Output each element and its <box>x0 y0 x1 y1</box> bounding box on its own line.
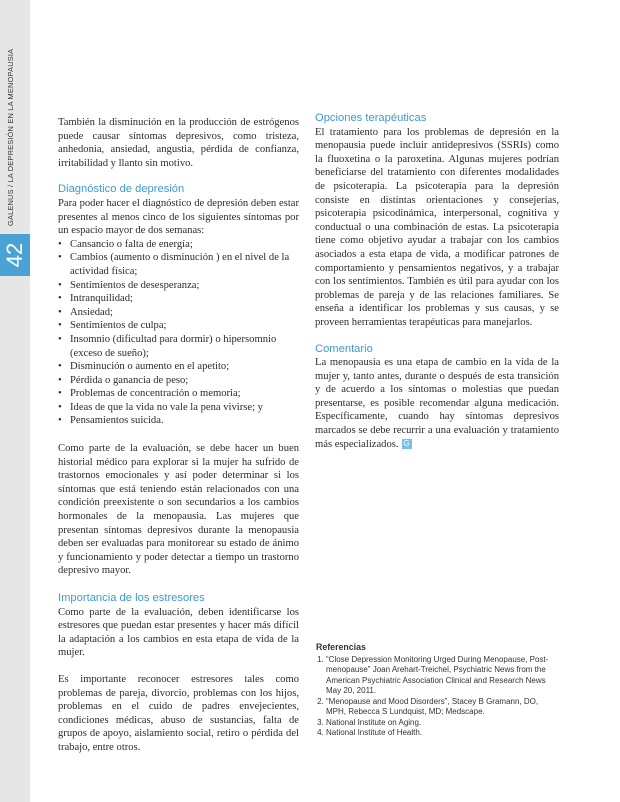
page-number: 42 <box>2 242 27 268</box>
sidebar-strip <box>0 0 30 802</box>
list-item: • Insomnio (dificultad para dormir) o hipersomnio (exceso de sueño); <box>58 333 299 360</box>
estresores-paragraph-2: Es importante reconocer estresores tales como problemas de pareja, divorcio, problemas con los hijos, problemas en el cuido de padres envejecientes, condiciones médicas, abuso de sustancias, falta de grupos de apoyo, aislamiento social, retiro o pérdida del trabajo, entre otros. <box>58 673 299 753</box>
running-head: GALENUS / LA DEPRESIÓN EN LA MENOPAUSIA <box>6 48 15 226</box>
estresores-heading: Importancia de los estresores <box>58 592 205 604</box>
comentario-heading: Comentario <box>315 342 373 355</box>
symptom-list <box>58 238 299 428</box>
list-item: • Sentimientos de culpa; <box>58 319 299 333</box>
list-item: • Cansancio o falta de energía; <box>58 238 299 252</box>
references-list <box>316 655 559 739</box>
list-item: • Problemas de concentración o memoria; <box>58 387 299 401</box>
list-item: • Pensamientos suicida. <box>58 414 299 428</box>
left-column <box>58 116 299 755</box>
comentario-paragraph <box>315 356 559 451</box>
opciones-heading: Opciones terapéuticas <box>315 112 427 124</box>
estresores-paragraph-1: Como parte de la evaluación, deben identificarse los estresores que puedan estar presentes y hacer más difícil la adaptación a los cambios en esta etapa de vida de la mujer. <box>58 606 299 659</box>
list-item: • Cambios (aumento o disminución ) en el nivel de la actividad física; <box>58 251 299 278</box>
list-item: • Pérdida o ganancia de peso; <box>58 374 299 388</box>
references-heading: Referencias <box>316 642 366 652</box>
right-column <box>315 112 559 451</box>
list-item: • Ideas de que la vida no vale la pena vivirse; y <box>58 401 299 415</box>
references <box>316 642 559 739</box>
reference-item: 1. “Close Depression Monitoring Urged During Menopause, Post-menopause” Joan Arehart-Treichel, Psychiatric News from the American Psychiatric Association Clinical and Research News May 20, 2011. <box>326 655 559 697</box>
reference-item: 4. National Institute of Health. <box>326 728 559 739</box>
evaluacion-paragraph: Como parte de la evaluación, se debe hacer un buen historial médico para explorar si la mujer ha sufrido de trastornos emocionales y así poder determinar si los síntomas que está teniendo están relacionados con una condición preexistente o son secundarios a los cambios hormonales de la menopausia. Las mujeres que presentan síntomas depresivos durante la menopausia deben ser evaluadas para monitorear su estado de ánimo y funcionamiento y poder detectar a tiempo un trastorno depresivo mayor. <box>58 443 299 577</box>
end-mark-icon: G <box>403 439 410 449</box>
intro-paragraph: También la disminución en la producción de estrógenos puede causar síntomas depresivos, como tristeza, anhedonia, ansiedad, angustia, pérdida de confianza, irritabilidad y llanto sin motivo. <box>58 117 299 169</box>
diagnostico-heading: Diagnóstico de depresión <box>58 183 185 196</box>
list-item: • Intranquilidad; <box>58 292 299 306</box>
list-item: • Sentimientos de desesperanza; <box>58 279 299 293</box>
diagnostico-intro: Para poder hacer el diagnóstico de depresión deben estar presentes al menos cinco de los siguientes síntomas por un espacio mayor de dos semanas: <box>58 197 299 237</box>
list-item: • Ansiedad; <box>58 306 299 320</box>
reference-item: 3. National Institute on Aging. <box>326 718 559 729</box>
list-item: • Disminución o aumento en el apetito; <box>58 360 299 374</box>
reference-item: 2. “Menopause and Mood Disorders”, Stacey B Gramann, DO, MPH, Rebecca S Lundquist, MD; Medscape. <box>326 697 559 718</box>
opciones-paragraph: El tratamiento para los problemas de depresión en la menopausia puede incluir antidepresivos (SSRIs) como la fluoxetina o la paroxetina. Algunas mujeres podrían beneficiarse del tratamiento con diferentes modalidades de psicoterapia. La psicoterapia para la depresión consiste en distintas orientaciones y consejerías, psicoterapia psicodinámica, interpersonal, cognitiva y conductual o una combinación de estas. La psicoterapia tiene como objetivo ayudar a trabajar con los cambios asociados a esta etapa de vida, a modificar patrones de comportamiento y pensamientos negativos, y a trabajar con los sentimientos. También es útil para ayudar con los problemas de pareja y de las relaciones familiares. Se enseña a identificar los problemas y sus causas, y se proveen herramientas terapéuticas para manejarlos. <box>315 126 559 328</box>
comentario-text: La menopausia es una etapa de cambio en la vida de la mujer y, tanto antes, durante o después de esta transición y de acuerdo a los síntomas o molestias que puedan presentarse, es posible recomendar alguna medicación. Específicamente, cuando hay síntomas depresivos marcados se debe recurrir a una evaluación y tratamiento más especializados. <box>315 357 559 450</box>
